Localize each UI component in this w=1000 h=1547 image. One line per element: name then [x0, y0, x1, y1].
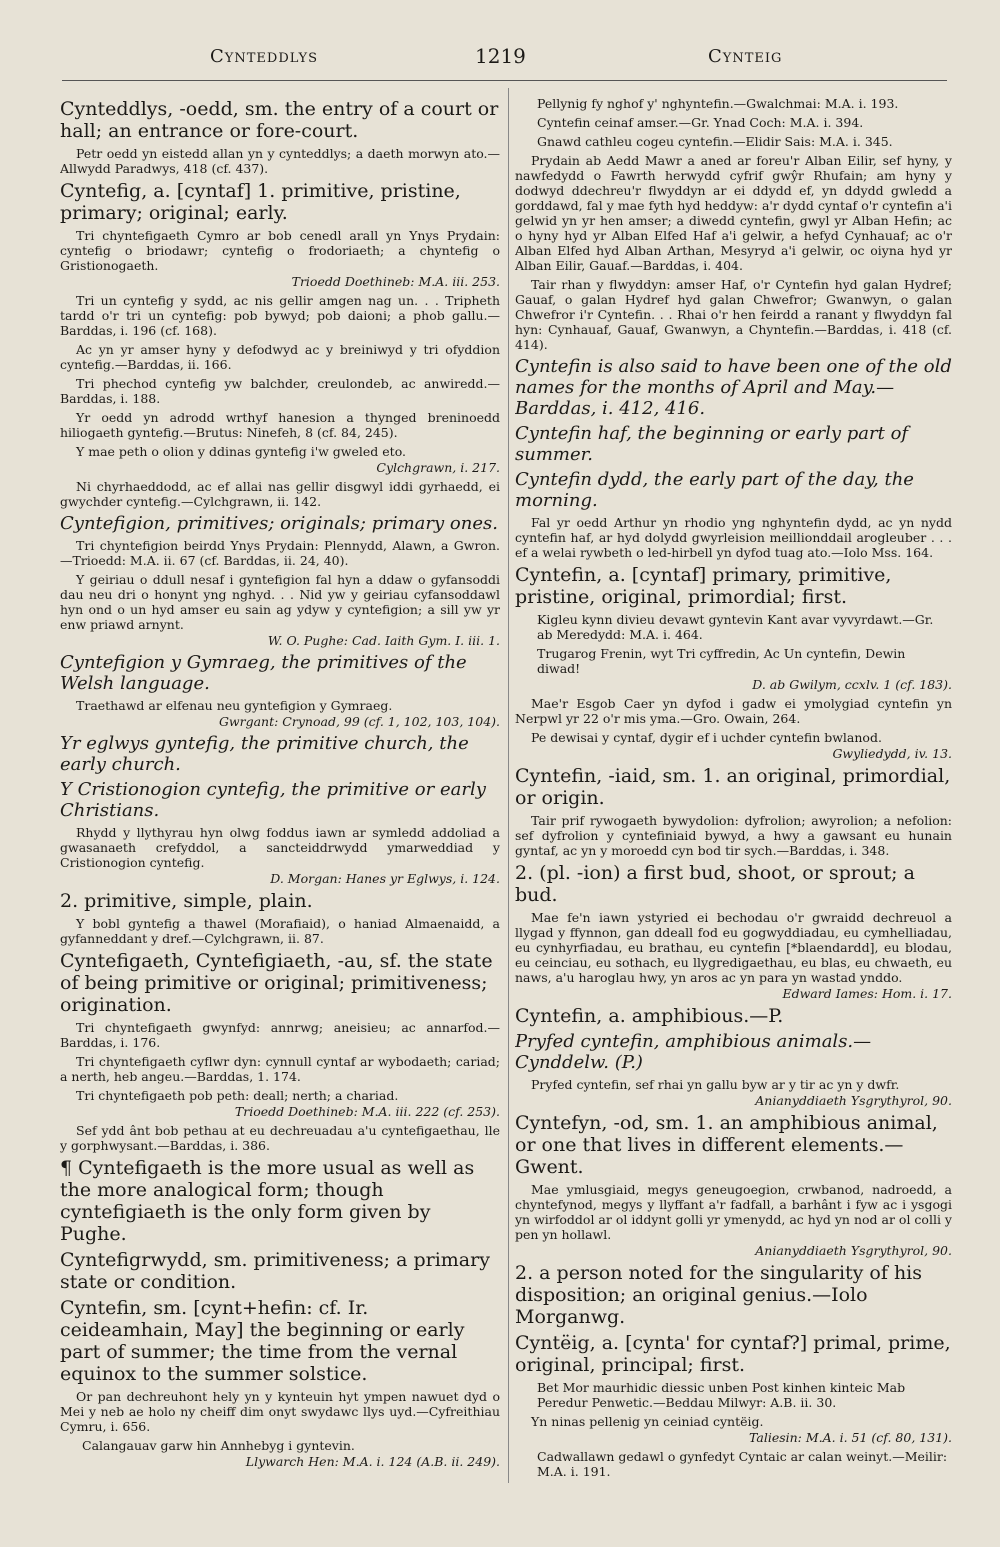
quotation: Or pan dechreuhont hely yn y kynteuin hyt ympen nawuet dyd o Mei y neb ae holo ny cheiff dim onyt swydawc llys uyd.—Cyfreithiau Cymru, i. 656. — [60, 1389, 500, 1434]
citation-source: Cylchgrawn, i. 217. — [376, 460, 500, 475]
headword-entry: 2. a person noted for the singularity of his disposition; an original genius.—Iolo Morganwg. — [515, 1262, 923, 1328]
citation-source: Gwrgant: Crynoad, 99 (cf. 1, 102, 103, 104). — [218, 714, 500, 729]
quotation: Rhydd y llythyrau hyn olwg foddus iawn ar symledd addoliad a gwasanaeth crefyddol, a sancteiddrwydd ymarweddiad y Cristionogion cyntefig. — [60, 825, 500, 870]
subentry: Yr eglwys gyntefig, the primitive church, the early church. — [60, 733, 469, 775]
quotation: Yn ninas pellenig yn ceiniad cyntëig. — [531, 1414, 764, 1429]
quotation: Tri un cyntefig y sydd, ac nis gellir amgen nag un. . . Tripheth tardd o'r tri un cyntefig: pob bywyd; pob daioni; a phob gallu.—Barddas, i. 196 (cf. 168). — [60, 293, 500, 338]
subentry: Cyntefin is also said to have been one of the old names for the months of April and May.—Barddas, i. 412, 416. — [515, 356, 952, 419]
subentry: Cyntefigion, primitives; originals; primary ones. — [60, 513, 498, 534]
quotation: Petr oedd yn eistedd allan yn y cynteddlys; a daeth morwyn ato.—Allwydd Paradwys, 418 (cf. 437). — [60, 146, 500, 176]
subentry: Y Cristionogion cyntefig, the primitive or early Christians. — [60, 779, 486, 821]
quotation: Mae'r Esgob Caer yn dyfod i gadw ei ymolygiad cyntefin yn Nerpwl yr 22 o'r mis yma.—Gro. Owain, 264. — [515, 696, 952, 726]
quotation: Ni chyrhaeddodd, ac ef allai nas gellir disgwyl iddi gyrhaedd, ei gwychder cyntefig.—Cylchgrawn, ii. 142. — [60, 479, 500, 509]
headword-entry: Cyntefyn, -od, sm. 1. an amphibious animal, or one that lives in different elements.—Gwent. — [515, 1112, 938, 1178]
subentry: Pryfed cyntefin, amphibious animals.—Cynddelw. (P.) — [515, 1031, 872, 1073]
right-column — [515, 96, 952, 1496]
page-header — [0, 38, 1000, 68]
quotation: Y mae peth o olion y ddinas gyntefig i'w gweled eto. — [76, 444, 406, 459]
header-rule — [62, 80, 947, 81]
quotation: Mae ymlusgiaid, megys geneugoegion, crwbanod, nadroedd, a chyntefynod, megys y llyffant a'r fadfall, a barhânt i fyw ac i ysgogi yn wirfoddol ar ol iddynt golli yr ymenydd, ac hyd yn nod ar ol colli y pen yn hollawl. — [515, 1182, 952, 1242]
citation-source: Anianyddiaeth Ysgrythyrol, 90. — [755, 1093, 952, 1108]
quotation: Traethawd ar elfenau neu gyntefigion y Gymraeg. — [76, 698, 393, 713]
verse-quotation: Cadwallawn gedawl o gynfedyt Cyntaic ar calan weinyt.—Meilir: M.A. i. 191. — [537, 1449, 948, 1479]
left-column — [60, 96, 500, 1496]
headword-entry: 2. (pl. -ion) a first bud, shoot, or sprout; a bud. — [515, 862, 915, 906]
subentry: Cyntefin haf, the beginning or early part of summer. — [515, 423, 909, 465]
citation-source: Gwyliedydd, iv. 13. — [832, 746, 952, 761]
headword-entry: ¶ Cyntefigaeth is the more usual as well as the more analogical form; though cyntefigiaeth is the only form given by Pughe. — [60, 1157, 475, 1245]
quotation: Tair prif rywogaeth bywydolion: dyfrolion; awyrolion; a nefolion: sef dyfrolion y cyntefiniaid bywyd, a hwy a gawsant eu hunain gyntaf, ac yn y moroedd cyn bod tir sych.—Barddas, i. 348. — [515, 813, 952, 858]
headword-entry: Cyntefig, a. [cyntaf] 1. primitive, pristine, primary; original; early. — [60, 180, 461, 224]
quotation: Tri chyntefigaeth Cymro ar bob cenedl arall yn Ynys Prydain: cyntefig o briodawr; cyntefig o frodoriaeth; a chyntefig o Gristionogaeth. — [60, 228, 500, 273]
citation-source: D. ab Gwilym, ccxlv. 1 (cf. 183). — [752, 677, 952, 692]
quotation: Y bobl gyntefig a thawel (Morafiaid), o haniad Almaenaidd, a gyfanneddant y dref.—Cylchgrawn, ii. 87. — [60, 916, 500, 946]
headword-entry: Cynteddlys, -oedd, sm. the entry of a court or hall; an entrance or fore-court. — [60, 98, 499, 142]
quotation: Tri chyntefigion beirdd Ynys Prydain: Plennydd, Alawn, a Gwron.—Trioedd: M.A. ii. 67 (cf. Barddas, ii. 24, 40). — [60, 538, 500, 568]
citation-source: Trioedd Doethineb: M.A. iii. 222 (cf. 253). — [234, 1104, 500, 1119]
header-left-guideword: Cynteddlys — [210, 46, 319, 67]
citation-source: Taliesin: M.A. i. 51 (cf. 80, 131). — [749, 1430, 952, 1445]
headword-entry: Cyntefigaeth, Cyntefigiaeth, -au, sf. the state of being primitive or original; primitiveness; origination. — [60, 950, 493, 1016]
verse-quotation: Bet Mor maurhidic diessic unben Post kinhen kinteic Mab Peredur Penwetic.—Beddau Milwyr: A.B. ii. 30. — [537, 1380, 906, 1410]
quotation: Tair rhan y flwyddyn: amser Haf, o'r Cyntefin hyd galan Hydref; Gauaf, o galan Hydref hyd galan Chwefror; Gwanwyn, o galan Chwefror i'r Cyntefin. . . Rhai o'r hen feirdd a ranant y flwyddyn fal hyn: Cynhauaf, Gauaf, Gwanwyn, a Chyntefin.—Barddas, i. 418 (cf. 414). — [515, 277, 952, 352]
headword-entry: Cyntefin, a. amphibious.—P. — [515, 1005, 784, 1027]
quotation: Mae fe'n iawn ystyried ei bechodau o'r gwraidd dechreuol a llygad y ffynnon, gan ddeall fod eu gogwyddiadau, eu cymhelliadau, eu cynhyrfiadau, eu brathau, eu cyntefin [*blaendardd], eu blodau, eu ceinciau, eu sothach, eu llygredigaethau, eu blas, eu chwaeth, eu naws, a'u haroglau hwy, yn aros ac yn para yn wastad ynddo. — [515, 910, 952, 985]
quotation: Tri phechod cyntefig yw balchder, creulondeb, ac anwiredd.—Barddas, i. 188. — [60, 376, 500, 406]
verse-quotation: Trugarog Frenin, wyt Tri cyffredin, Ac Un cyntefin, Dewin diwad! — [537, 646, 906, 676]
citation-source: Anianyddiaeth Ysgrythyrol, 90. — [755, 1243, 952, 1258]
quotation: Sef ydd ânt bob pethau at eu dechreuadau a'u cyntefigaethau, lle y gorphwysant.—Barddas, i. 386. — [60, 1123, 500, 1153]
quotation: Yr oedd yn adrodd wrthyf hanesion a thynged breninoedd hiliogaeth gyntefig.—Brutus: Ninefeh, 8 (cf. 84, 245). — [60, 410, 500, 440]
subentry: Cyntefigion y Gymraeg, the primitives of the Welsh language. — [60, 652, 467, 694]
citation-source: W. O. Pughe: Cad. Iaith Gym. I. iii. 1. — [267, 633, 500, 648]
quotation: Ac yn yr amser hyny y defodwyd ac y breiniwyd y tri ofyddion cyntefig.—Barddas, ii. 166. — [60, 342, 500, 372]
page-number: 1219 — [475, 44, 526, 68]
verse-quotation: Kigleu kynn divieu devawt gyntevin Kant avar vyvyrdawt.—Gr. ab Meredydd: M.A. i. 464. — [537, 612, 934, 642]
quotation: Tri chyntefigaeth gwynfyd: annrwg; aneisieu; ac annarfod.—Barddas, i. 176. — [60, 1020, 500, 1050]
verse-quotation: Calangauav garw hin Annhebyg i gyntevin. — [82, 1438, 355, 1453]
quotation: Fal yr oedd Arthur yn rhodio yng nghyntefin dydd, ac yn nydd cyntefin haf, ar hyd dolydd gwyrleision meillionddail arogleuber . . . ef a welai rywbeth o led-hirbell yn dyfod tuag ato.—Iolo Mss. 164. — [515, 515, 952, 560]
headword-entry: Cyntefigrwydd, sm. primitiveness; a primary state or condition. — [60, 1249, 490, 1293]
quotation: Tri chyntefigaeth cyflwr dyn: cynnull cyntaf ar wybodaeth; cariad; a nerth, heb angeu.—Barddas, 1. 174. — [60, 1054, 500, 1084]
verse-quotation: Pellynig fy nghof y' nghyntefin.—Gwalchmai: M.A. i. 193. — [537, 96, 899, 111]
citation-source: Trioedd Doethineb: M.A. iii. 253. — [291, 274, 500, 289]
quotation: Y geiriau o ddull nesaf i gyntefigion fal hyn a ddaw o gyfansoddi dau neu dri o honynt yng nghyd. . . Nid yw y geiriau cyfansoddawl hyn ond o un hyd amser eu sain ag ydyw y cyntefigion; a sill yw yr enw priawd arnynt. — [60, 572, 500, 632]
subentry: Cyntefin dydd, the early part of the day, the morning. — [515, 469, 914, 511]
column-divider — [508, 88, 509, 1483]
headword-entry: Cyntëig, a. [cynta' for cyntaf?] primal, prime, original, principal; first. — [515, 1332, 951, 1376]
headword-entry: 2. primitive, simple, plain. — [60, 890, 313, 912]
citation-source: Edward Iames: Hom. i. 17. — [782, 986, 952, 1001]
quotation: Prydain ab Aedd Mawr a aned ar foreu'r Alban Eilir, sef hyny, y nawfedydd o Fawrth herwydd cyfrif gwŷr Rhufain; am hyny y dodwyd ddechreu'r flwyddyn ar ei ddydd ef, yn ddydd gwledd a gorddawd, fal y mae fyth hyd heddyw: a'r dydd cyntaf o'r cyntefin a'i gelwid yn yr hen amser; a diwedd cyntefin, gwyl yr Alban Hefin; ac o hyny hyd yr Alban Elfed Haf a'i gelwir, a hefyd Cynhauaf; ac o'r Alban Elfed hyd Alban Arthan, Mesyryd a'i gelwir, oc oiyna hyd yr Alban Eilir, Gauaf.—Barddas, i. 404. — [515, 153, 952, 273]
quotation: Pe dewisai y cyntaf, dygir ef i uchder cyntefin bwlanod. — [531, 730, 882, 745]
header-right-guideword: Cynteig — [708, 46, 783, 67]
verse-quotation: Gnawd cathleu cogeu cyntefin.—Elidir Sais: M.A. i. 345. — [537, 134, 893, 149]
headword-entry: Cyntefin, -iaid, sm. 1. an original, primordial, or origin. — [515, 765, 951, 809]
verse-quotation: Cyntefin ceinaf amser.—Gr. Ynad Coch: M.A. i. 394. — [537, 115, 864, 130]
citation-source: Llywarch Hen: M.A. i. 124 (A.B. ii. 249). — [245, 1454, 500, 1469]
quotation: Tri chyntefigaeth pob peth: deall; nerth; a chariad. — [76, 1088, 399, 1103]
headword-entry: Cyntefin, a. [cyntaf] primary, primitive, pristine, original, primordial; first. — [515, 564, 892, 608]
headword-entry: Cyntefin, sm. [cynt+hefin: cf. Ir. ceideamhain, May] the beginning or early part of summer; the time from the vernal equinox to the summer solstice. — [60, 1297, 465, 1385]
citation-source: D. Morgan: Hanes yr Eglwys, i. 124. — [270, 871, 500, 886]
quotation: Pryfed cyntefin, sef rhai yn gallu byw ar y tir ac yn y dwfr. — [531, 1077, 900, 1092]
